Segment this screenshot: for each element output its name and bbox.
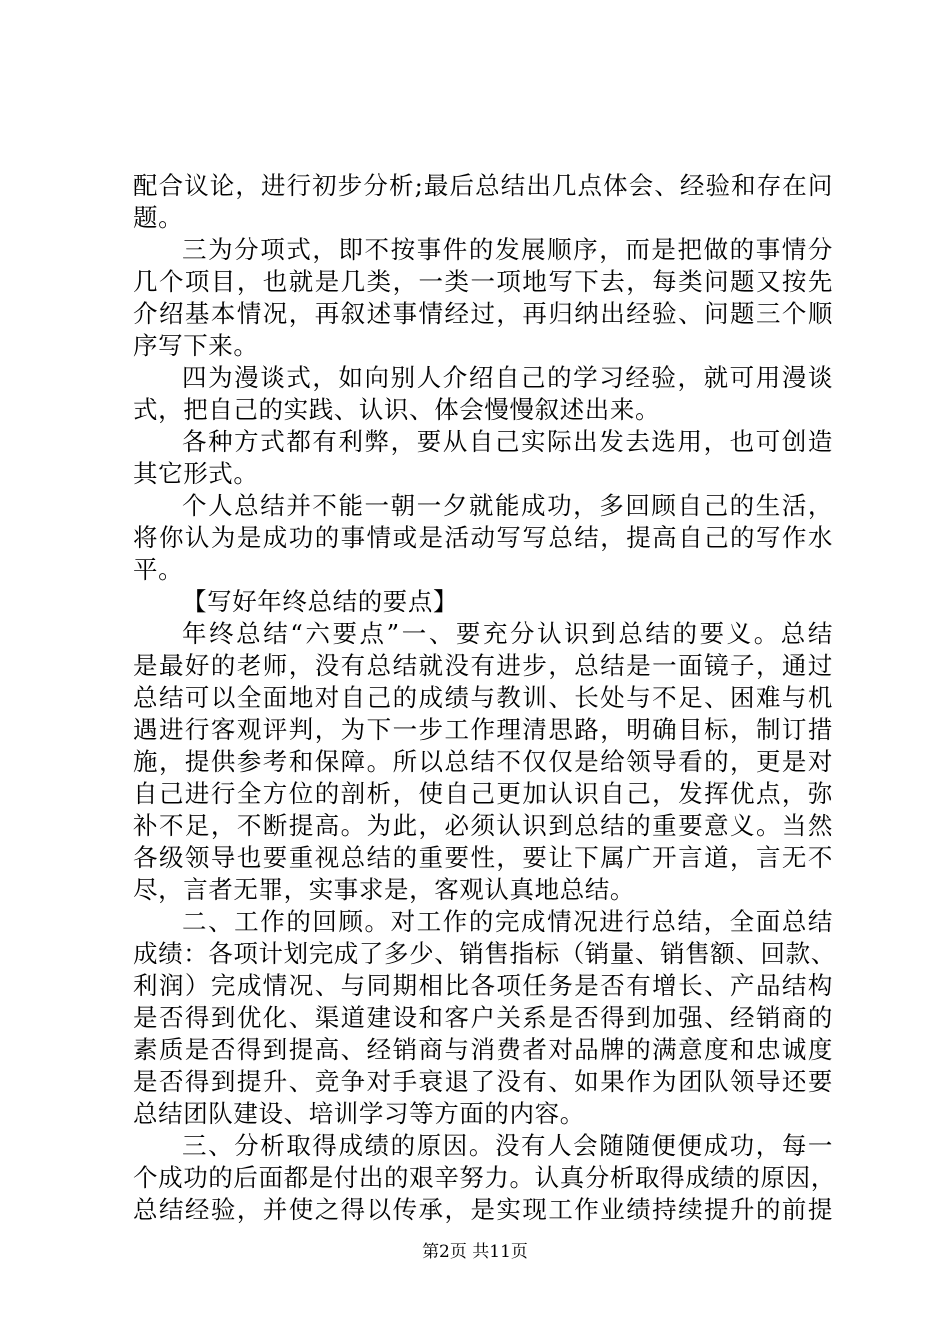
text-line: 其它形式。 xyxy=(133,459,259,488)
paragraph-first-line: 年终总结“六要点”一、要充分认识到总结的要义。总结 xyxy=(182,619,833,648)
text-line: 式，把自己的实践、认识、体会慢慢叙述出来。 xyxy=(133,395,661,424)
text-line: 补不足，不断提高。为此，必须认识到总结的重要意义。当然 xyxy=(133,811,833,840)
text-line: 成绩：各项计划完成了多少、销售指标（销量、销售额、回款、 xyxy=(133,939,836,968)
text-line: 题。 xyxy=(133,203,184,232)
text-line: 介绍基本情况，再叙述事情经过，再归纳出经验、问题三个顺 xyxy=(133,299,833,328)
text-line: 配合议论，进行初步分析;最后总结出几点体会、经验和存在问 xyxy=(133,171,833,200)
text-line: 是否得到提升、竞争对手衰退了没有、如果作为团队领导还要 xyxy=(133,1067,833,1096)
paragraph-first-line: 个人总结并不能一朝一夕就能成功，多回顾自己的生活， xyxy=(182,491,833,520)
document-body xyxy=(133,170,836,1226)
text-line: 遇进行客观评判，为下一步工作理清思路，明确目标，制订措 xyxy=(133,715,833,744)
text-line: 几个项目，也就是几类，一类一项地写下去，每类问题又按先 xyxy=(133,267,833,296)
text-line: 个成功的后面都是付出的艰辛努力。认真分析取得成绩的原因， xyxy=(133,1163,836,1192)
paragraph-first-line: 二、工作的回顾。对工作的完成情况进行总结，全面总结 xyxy=(182,907,833,936)
text-line: 素质是否得到提高、经销商与消费者对品牌的满意度和忠诚度 xyxy=(133,1035,833,1064)
text-line: 将你认为是成功的事情或是活动写写总结，提高自己的写作水 xyxy=(133,523,833,552)
page-number-footer: 第2页 共11页 xyxy=(422,1242,528,1262)
text-line: 是最好的老师，没有总结就没有进步，总结是一面镜子，通过 xyxy=(133,651,833,680)
paragraph-first-line: 四为漫谈式，如向别人介绍自己的学习经验，就可用漫谈 xyxy=(182,363,833,392)
text-line: 施，提供参考和保障。所以总结不仅仅是给领导看的，更是对 xyxy=(133,747,833,776)
text-line: 利润）完成情况、与同期相比各项任务是否有增长、产品结构 xyxy=(133,971,833,1000)
text-line: 自己进行全方位的剖析，使自己更加认识自己，发挥优点，弥 xyxy=(133,779,833,808)
section-heading: 【写好年终总结的要点】 xyxy=(182,587,459,616)
paragraph-first-line: 三为分项式，即不按事件的发展顺序，而是把做的事情分 xyxy=(182,235,833,264)
text-line: 是否得到优化、渠道建设和客户关系是否得到加强、经销商的 xyxy=(133,1003,833,1032)
text-line: 各级领导也要重视总结的重要性，要让下属广开言道，言无不 xyxy=(133,843,833,872)
text-line: 总结可以全面地对自己的成绩与教训、长处与不足、困难与机 xyxy=(133,683,833,712)
paragraph-first-line: 各种方式都有利弊，要从自己实际出发去选用，也可创造 xyxy=(182,427,833,456)
paragraph-first-line: 三、分析取得成绩的原因。没有人会随随便便成功，每一 xyxy=(182,1131,833,1160)
text-line: 总结团队建设、培训学习等方面的内容。 xyxy=(133,1099,585,1128)
text-line: 平。 xyxy=(133,555,184,584)
text-line: 总结经验，并使之得以传承，是实现工作业绩持续提升的前提 xyxy=(133,1195,833,1224)
text-line: 序写下来。 xyxy=(133,331,259,360)
text-line: 尽，言者无罪，实事求是，客观认真地总结。 xyxy=(133,875,635,904)
